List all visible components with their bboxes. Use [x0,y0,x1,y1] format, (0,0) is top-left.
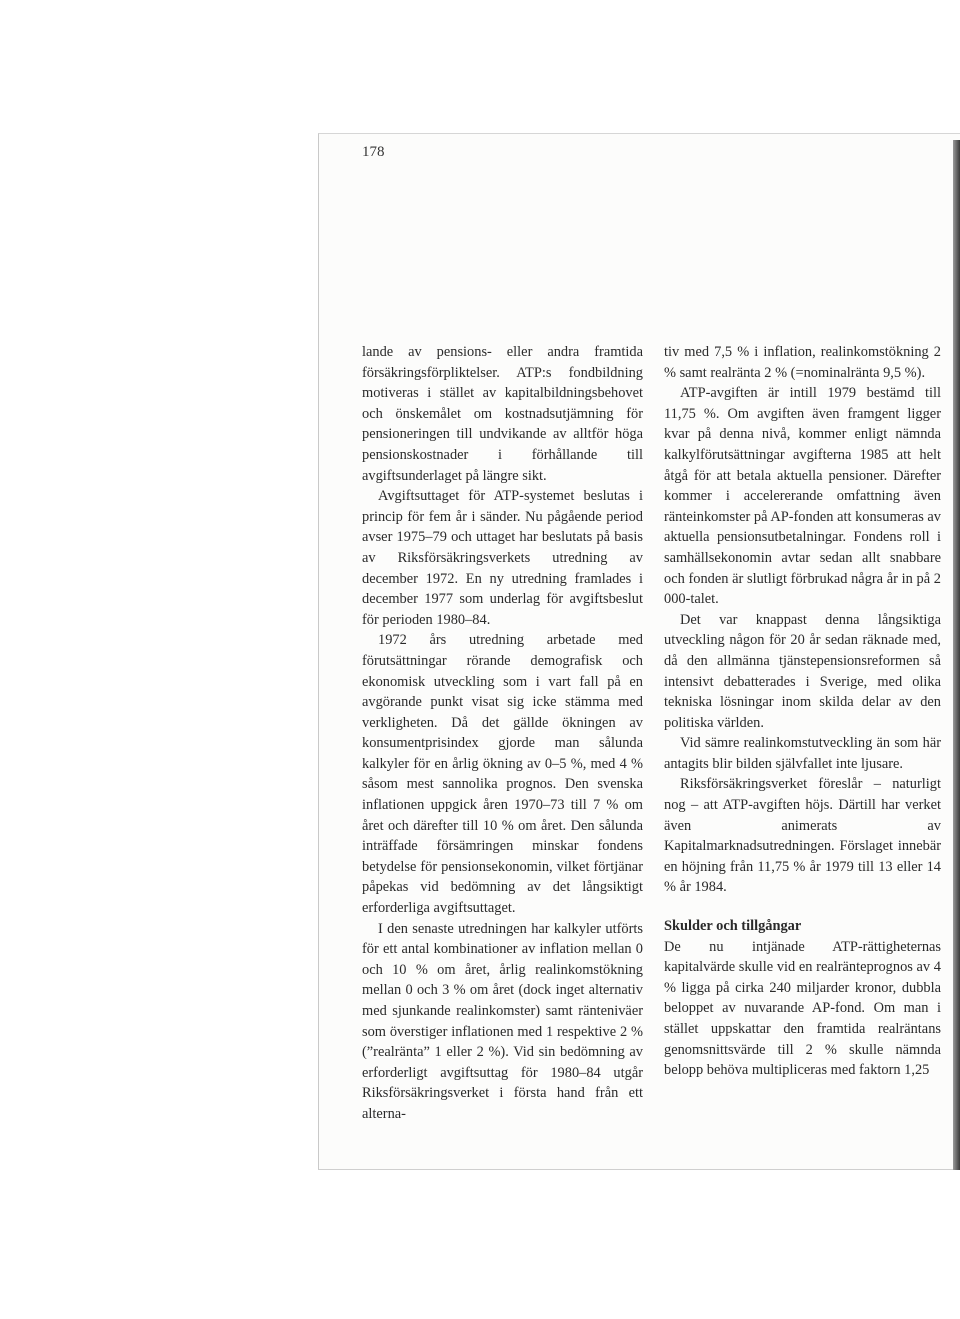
paragraph: Avgiftsuttaget för ATP-systemet beslutas i princip för fem år i sänder. Nu pågående period avser 1975–79 och uttaget har beslutats på basis av Riksförsäkringsverkets utredning av december 1972. En ny utredning framlades i december 1977 som underlag för avgiftsbeslut för perioden 1980–84. [362,488,643,628]
paragraph: 1972 års utredning arbetade med förutsättningar rörande demografisk och ekonomisk utveckling som i vart fall på en avgörande punkt visat sig icke stämma med verkligheten. Då det gällde ökningen av konsumentprisindex gjorde man sålunda kalkyler för en årlig ökning av 0–5 %, med 4 % såsom mest sannolika prognos. Den svenska inflationen uppgick åren 1970–73 till 7 % om året och därefter till 10 % om året. Den sålunda inträffade försämringen minskar fondens betydelse för pensionsekonomin, vilket förtjänar påpekas vid bedömning av det långsiktigt erforderliga avgiftsuttaget. [362,632,643,917]
paragraph: ATP-avgiften är intill 1979 bestämd till 11,75 %. Om avgiften även framgent ligger kvar på denna nivå, kommer enligt nämnda kalkylförutsättningar avgifterna 1985 att helt åtgå för att betala aktuella pensioner. Därefter kommer i accelererande omfattning även ränteinkomster på AP-fonden att konsumeras av aktuella pensionsutbetalningar. Fondens roll i samhällsekonomin avtar sedan allt snabbare och fonden är slutligt förbrukad några år in på 2 000-talet. [664,385,941,608]
right-column [664,342,941,1081]
paragraph: Riksförsäkringsverket föreslår – naturligt nog – att ATP-avgiften höjs. Därtill har verket även animerats av Kapitalmarknadsutredningen. Förslaget innebär en höjning från 11,75 % år 1979 till 13 eller 14 % år 1984. [664,776,941,896]
section-heading: Skulder och tillgångar [664,918,802,935]
paragraph: lande av pensions- eller andra framtida försäkringsförpliktelser. ATP:s fondbildning motiveras i stället av kapitalbildningsbehovet och önskemålet om kostnadsutjämning för pensioneringen till undvikande av alltför höga pensionskostnader i förhållande till avgiftsunderlaget på längre sikt. [362,344,643,484]
page-number: 178 [362,144,385,160]
paragraph: Det var knappast denna långsiktiga utveckling någon för 20 år sedan räknade med, då den allmänna tjänstepensionsreformen så intensivt debatterades i Sverige, med olika tekniska lösningar inom skilda delar av den politiska världen. [664,611,941,731]
paragraph: I den senaste utredningen har kalkyler utförts för ett antal kombinationer av inflation mellan 0 och 10 % om året, årlig realinkomstökning mellan 0 och 3 % om året (dock inget alternativ med sjunkande realinkomster) samt ränteniväer som överstiger inflationen med 1 respektive 2 % (”realränta” 1 eller 2 %). Vid sin bedömning av erforderligt avgiftsuttag för 1980–84 utgår Riksförsäkringsverket i första hand från ett alterna- [362,920,643,1122]
paragraph: tiv med 7,5 % i inflation, realinkomstökning 2 % samt realränta 2 % (=nominalränta 9,5 %). [664,344,941,381]
left-column [362,342,643,1125]
paragraph: Vid sämre realinkomstutveckling än som här antagits blir bilden självfallet inte ljusare. [664,735,941,772]
paragraph: De nu intjänade ATP-rättigheternas kapitalvärde skulle vid en realränteprognos av 4 % ligga på cirka 240 miljarder kronor, dubbla beloppet av nuvarande AP-fond. Om man i stället uppskattar den framtida realräntans genomsnittsvärde till 2 % skulle nämnda belopp behöva multipliceras med faktorn 1,25 [664,938,941,1079]
page-edge-shadow [953,140,960,1170]
